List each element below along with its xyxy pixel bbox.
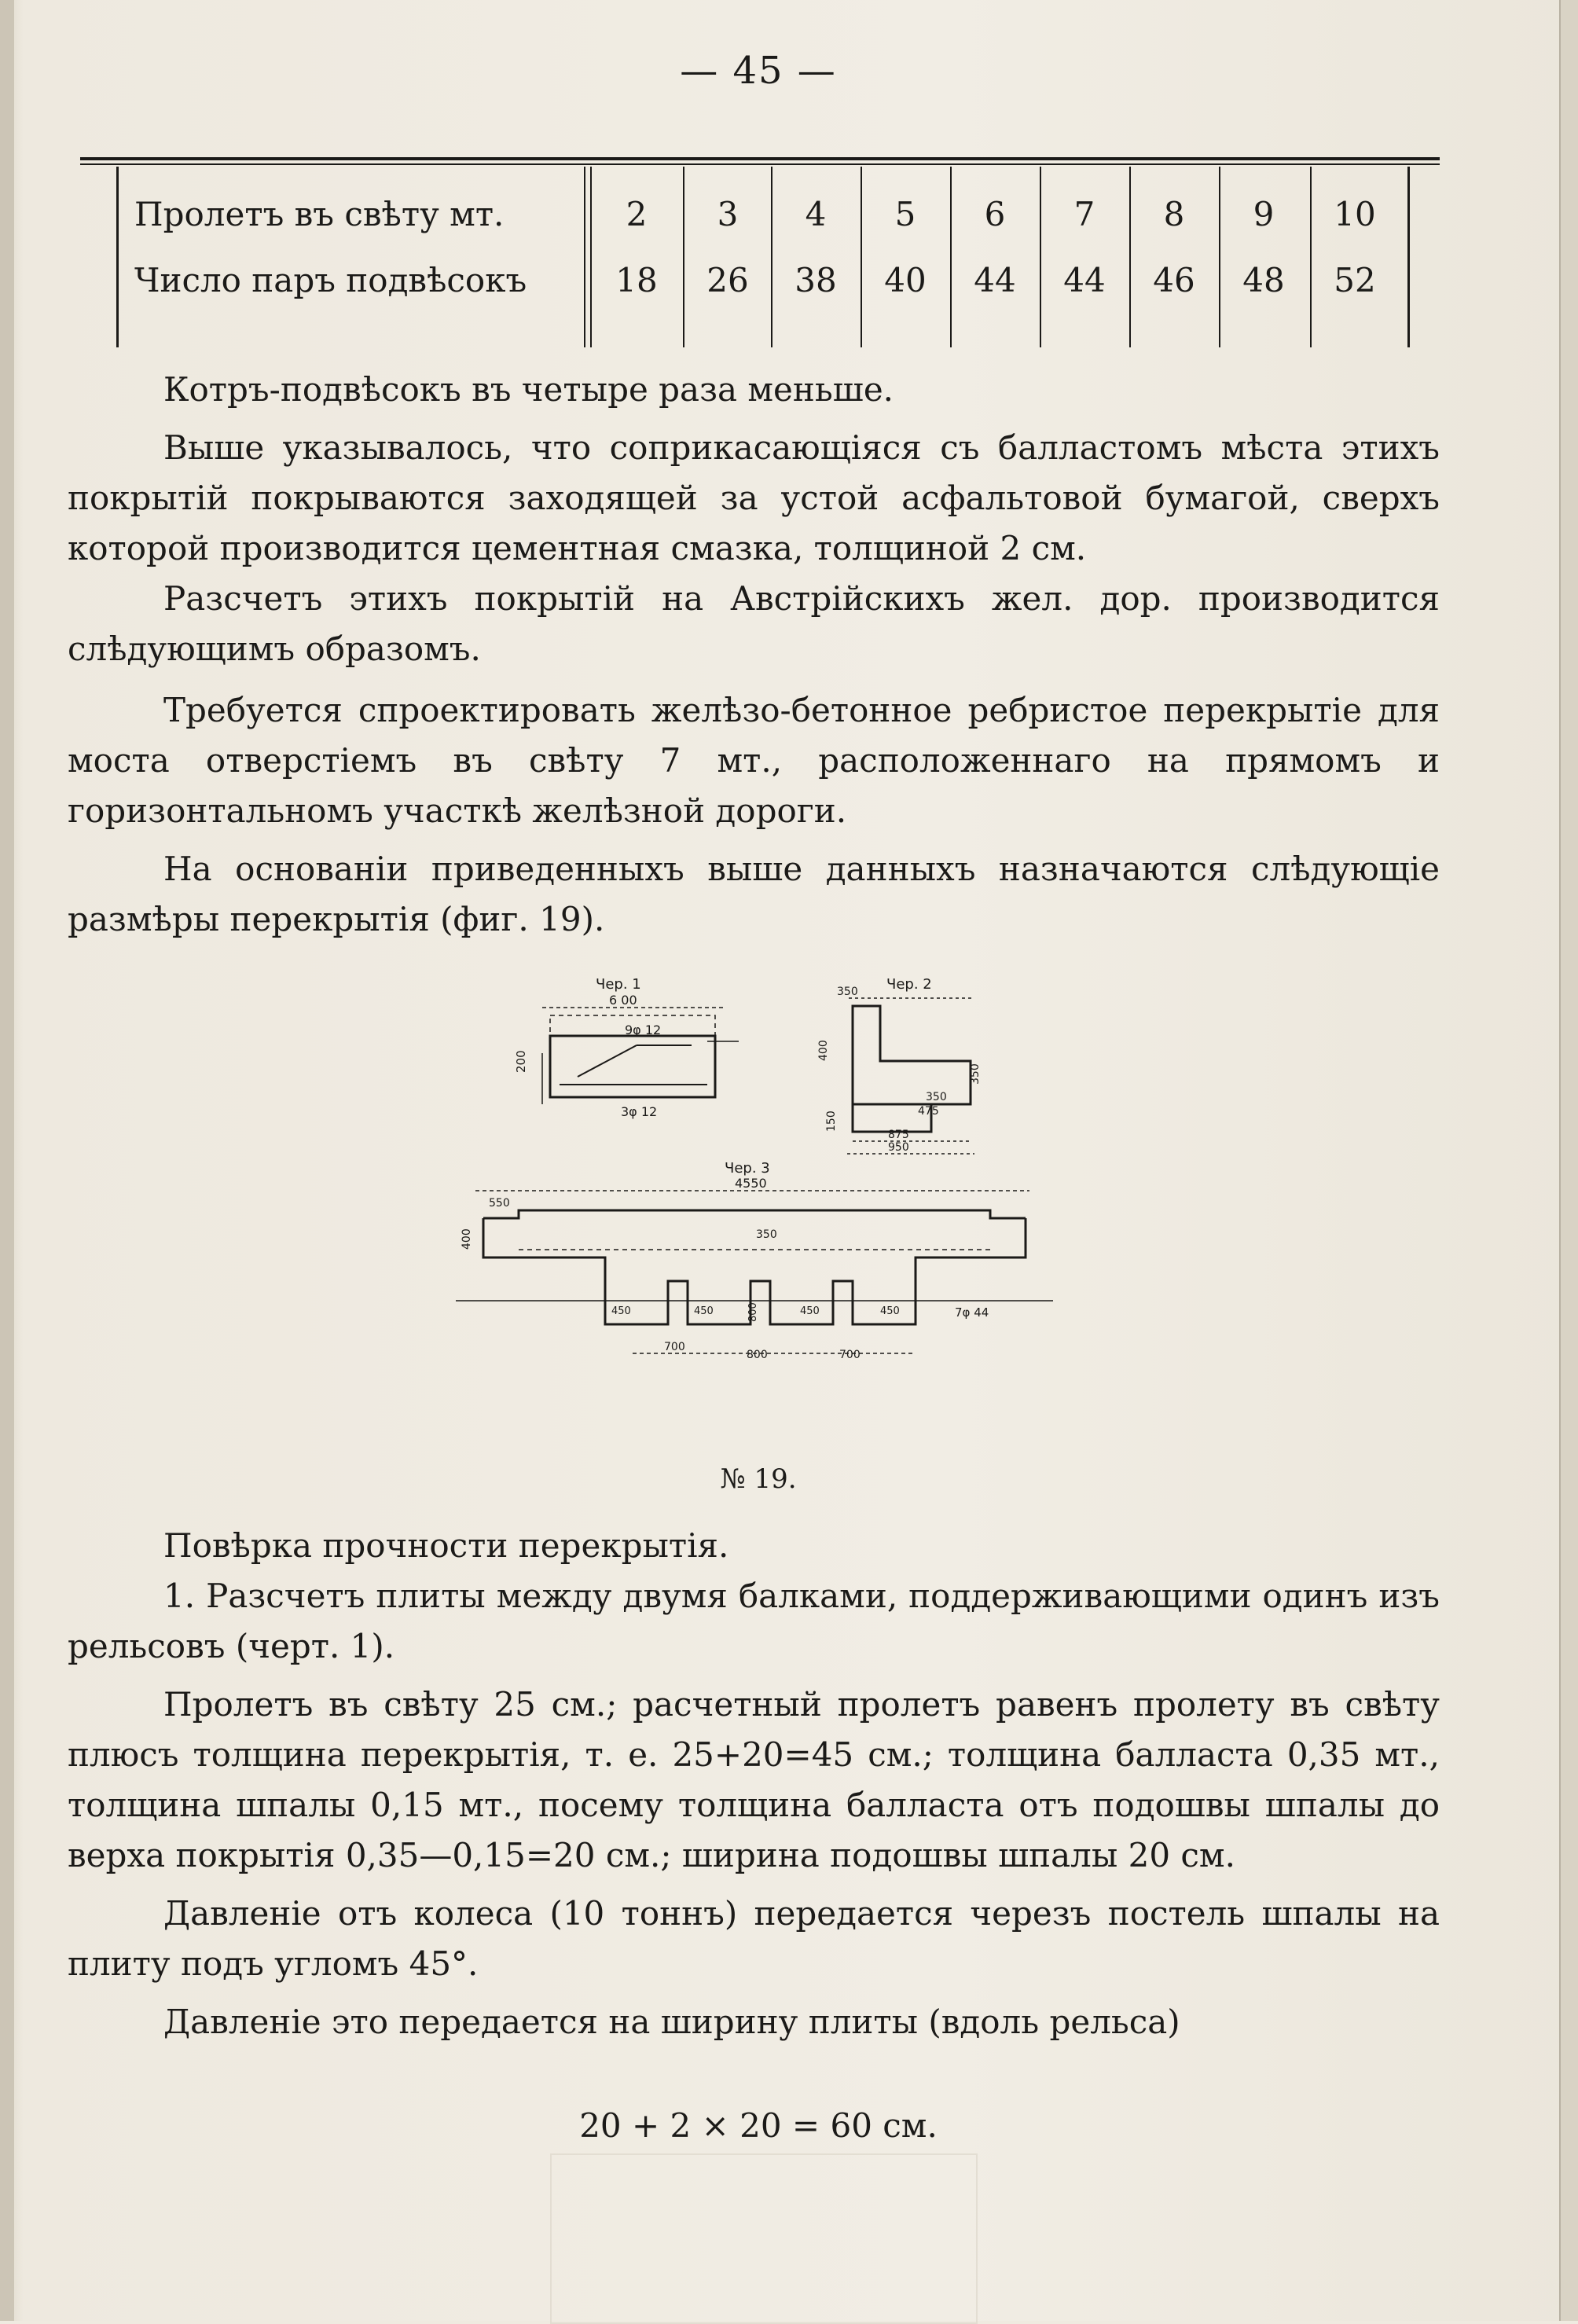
paragraph: Разсчетъ этихъ покрытій на Австрійскихъ жел. дор. производится слѣдующимъ образомъ. bbox=[68, 579, 1440, 668]
dim-label: 350 bbox=[969, 1063, 982, 1085]
dim-label: 400 bbox=[817, 1040, 830, 1061]
figure-19-drawings bbox=[0, 967, 1578, 1438]
dim-label: 6 00 bbox=[609, 993, 637, 1008]
rebar-label: 7φ 44 bbox=[955, 1305, 989, 1320]
library-stamp-faint bbox=[550, 2153, 978, 2324]
span-cell: 8 bbox=[1163, 195, 1185, 233]
paragraph: Давленіе это передается на ширину плиты (вдоль рельса) bbox=[163, 2003, 1180, 2041]
pairs-cell: 44 bbox=[1063, 261, 1106, 299]
dim-label: 400 bbox=[461, 1228, 473, 1250]
drawing-1 bbox=[514, 976, 739, 1119]
body-text-upper bbox=[68, 365, 1440, 945]
dim-label: 875 bbox=[888, 1129, 909, 1141]
pairs-cell: 44 bbox=[974, 261, 1016, 299]
dim-label: 350 bbox=[837, 986, 858, 998]
rebar-bent bbox=[578, 1045, 637, 1077]
dim-label: 700 bbox=[664, 1341, 685, 1353]
dim-label: 200 bbox=[514, 1050, 528, 1073]
table-top-rule bbox=[80, 157, 1440, 160]
rib-label: 450 bbox=[611, 1305, 631, 1317]
rib-label: 450 bbox=[694, 1305, 714, 1317]
rebar-label: 9φ 12 bbox=[625, 1022, 662, 1037]
paragraph: На основаніи приведенныхъ выше данныхъ назначаются слѣдующіе размѣры перекрытія (фиг. 19). bbox=[68, 850, 1440, 938]
paragraph: Давленіе отъ колеса (10 тоннъ) передается черезъ постель шпалы на плиту подъ угломъ 45°. bbox=[68, 1894, 1440, 1983]
table-top-rule-thin bbox=[80, 163, 1440, 165]
drawing-3-title: Чер. 3 bbox=[725, 1160, 770, 1177]
row-label-span: Пролетъ въ свѣту мт. bbox=[134, 195, 505, 233]
dim-label: 475 bbox=[918, 1105, 939, 1118]
paragraph: Выше указывалось, что соприкасающіяся съ балластомъ мѣста этихъ покрытій покрываются заходящей за устой асфальтовой бумагой, сверхъ которой производится цементная смазка, толщиной 2 см. bbox=[68, 428, 1440, 567]
side-beam-section bbox=[853, 1006, 971, 1104]
paragraph: Пролетъ въ свѣту 25 см.; расчетный пролетъ равенъ пролету въ свѣту плюсъ толщина перекрытія, т. е. 25+20=45 см.; толщина балласта 0,35 мт., толщина шпалы 0,15 мт., посему толщина балласта отъ подошвы шпалы до верха покрытія 0,35—0,15=20 см.; ширина подошвы шпалы 20 см. bbox=[68, 1685, 1440, 1874]
pairs-cell: 52 bbox=[1334, 261, 1376, 299]
drawing-1-title: Чер. 1 bbox=[596, 976, 641, 993]
figure-caption: № 19. bbox=[720, 1463, 797, 1495]
row-label-pairs: Число паръ подвѣсокъ bbox=[134, 261, 527, 299]
rib-label: 450 bbox=[800, 1305, 820, 1317]
span-cell: 5 bbox=[894, 195, 916, 233]
dim-label: 4550 bbox=[735, 1176, 767, 1191]
drawing-2-title: Чер. 2 bbox=[886, 976, 932, 993]
span-cell: 6 bbox=[984, 195, 1006, 233]
span-cell: 9 bbox=[1253, 195, 1275, 233]
table-row-span bbox=[119, 195, 1407, 258]
pairs-cell: 26 bbox=[706, 261, 749, 299]
pairs-cell: 18 bbox=[615, 261, 658, 299]
page-number: — 45 — bbox=[680, 49, 837, 93]
paragraph: 1. Разсчетъ плиты между двумя балками, поддерживающими одинъ изъ рельсовъ (черт. 1). bbox=[68, 1577, 1440, 1665]
span-cell: 7 bbox=[1073, 195, 1095, 233]
dim-label: 150 bbox=[825, 1111, 838, 1132]
dim-label: 550 bbox=[489, 1197, 510, 1210]
span-hangers-table bbox=[116, 167, 1410, 347]
rib-label: 800 bbox=[747, 1302, 759, 1322]
formula: 20 + 2 × 20 = 60 см. bbox=[579, 2106, 938, 2145]
span-cell: 10 bbox=[1334, 195, 1376, 233]
span-cell: 4 bbox=[805, 195, 827, 233]
paragraph: Требуется спроектировать желѣзо-бетонное ребристое перекрытіе для моста отверстіемъ въ свѣту 7 мт., расположеннаго на прямомъ и горизонтальномъ участкѣ желѣзной дороги. bbox=[68, 691, 1440, 830]
pairs-cell: 38 bbox=[795, 261, 837, 299]
rib-label: 450 bbox=[880, 1305, 900, 1317]
dim-label: 950 bbox=[888, 1141, 909, 1154]
body-text-lower bbox=[68, 1521, 1440, 2047]
dim-label: 350 bbox=[756, 1228, 777, 1241]
drawing-2 bbox=[817, 976, 982, 1154]
drawing-3 bbox=[456, 1160, 1053, 1361]
rebar-label: 3φ 12 bbox=[621, 1104, 658, 1119]
span-cell: 2 bbox=[626, 195, 648, 233]
deck-top bbox=[483, 1210, 1026, 1218]
paragraph: Котръ-подвѣсокъ въ четыре раза меньше. bbox=[163, 370, 894, 409]
table-row-pairs bbox=[119, 261, 1407, 324]
dim-label: 350 bbox=[926, 1091, 947, 1103]
pairs-cell: 46 bbox=[1153, 261, 1195, 299]
pairs-cell: 40 bbox=[884, 261, 927, 299]
pairs-cell: 48 bbox=[1242, 261, 1285, 299]
span-cell: 3 bbox=[717, 195, 739, 233]
paragraph: Повѣрка прочности перекрытія. bbox=[163, 1526, 729, 1565]
dim-label: 700 bbox=[839, 1349, 861, 1361]
dim-label: 800 bbox=[747, 1349, 768, 1361]
